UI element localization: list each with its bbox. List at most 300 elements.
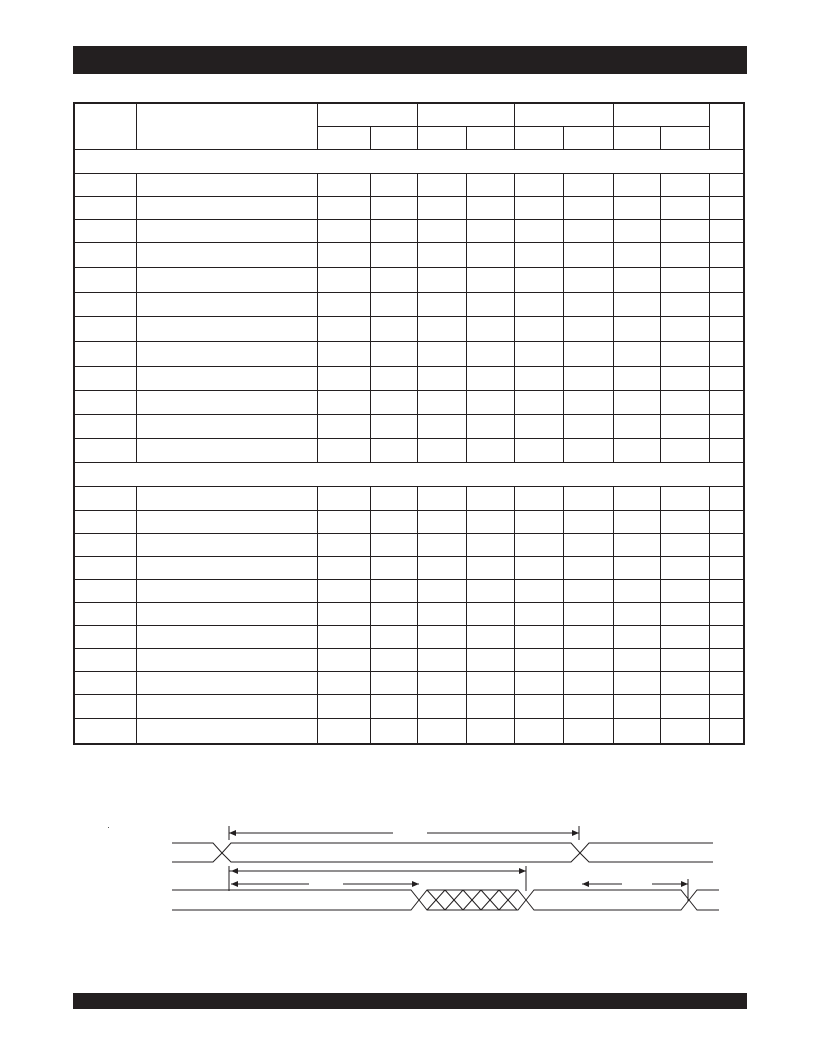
table-cell [318, 342, 371, 367]
table-cell [137, 672, 318, 695]
table-cell [564, 220, 614, 243]
table-cell [75, 317, 137, 342]
table-cell [467, 342, 515, 367]
table-cell [564, 719, 614, 744]
table-cell [467, 367, 515, 391]
table-cell [515, 603, 564, 626]
table-cell [515, 220, 564, 243]
table-cell [661, 220, 710, 243]
table-cell [418, 391, 467, 415]
table-cell [661, 317, 710, 342]
table-cell [418, 603, 467, 626]
table-cell [418, 487, 467, 511]
table-cell [318, 439, 371, 463]
table-cell [75, 367, 137, 391]
table-cell [614, 220, 661, 243]
table-cell [318, 293, 371, 317]
table-cell [371, 268, 418, 293]
table-cell [515, 626, 564, 649]
table-cell [418, 342, 467, 367]
table-cell [418, 511, 467, 534]
table-cell [318, 557, 371, 580]
table-cell [710, 439, 744, 463]
table-cell [418, 243, 467, 268]
table-cell [467, 580, 515, 603]
subheader-cell [467, 127, 515, 150]
table-cell [371, 672, 418, 695]
table-cell [137, 695, 318, 719]
middle-timing-arrow [229, 866, 526, 891]
table-cell [137, 197, 318, 220]
table-cell [710, 487, 744, 511]
table-cell [515, 557, 564, 580]
upper-signal-waveform [172, 843, 713, 862]
table-cell [661, 626, 710, 649]
table-cell [614, 243, 661, 268]
table-cell [661, 719, 710, 744]
table-cell [75, 342, 137, 367]
arrowhead [572, 830, 579, 836]
table-cell [75, 487, 137, 511]
table-cell [515, 580, 564, 603]
table-cell [371, 415, 418, 439]
table-cell [564, 672, 614, 695]
table-cell [564, 243, 614, 268]
table-cell [318, 719, 371, 744]
table-cell [318, 174, 371, 197]
table-row [75, 243, 744, 268]
table-row [75, 439, 744, 463]
table-cell [564, 293, 614, 317]
subheader-cell [564, 127, 614, 150]
table-cell [318, 268, 371, 293]
table-cell [515, 534, 564, 557]
section-cell [75, 150, 744, 174]
table-cell [710, 243, 744, 268]
table-cell [371, 557, 418, 580]
table-cell [710, 293, 744, 317]
table-cell [515, 197, 564, 220]
table-cell [137, 626, 318, 649]
lower-signal-waveform [172, 890, 719, 910]
upper-timing-arrow [229, 826, 579, 840]
table-row [75, 511, 744, 534]
table-cell [318, 487, 371, 511]
table-cell [75, 695, 137, 719]
table-row [75, 391, 744, 415]
header-cell [75, 104, 137, 150]
table-cell [661, 649, 710, 672]
table-cell [371, 695, 418, 719]
table-cell [710, 534, 744, 557]
arrowhead [231, 881, 238, 887]
table-cell [75, 439, 137, 463]
table-cell [371, 649, 418, 672]
table-cell [371, 439, 418, 463]
table-cell [564, 197, 614, 220]
table-cell [418, 367, 467, 391]
section-row [75, 463, 744, 487]
table-cell [564, 268, 614, 293]
table-cell [371, 719, 418, 744]
table-cell [661, 580, 710, 603]
table-cell [137, 557, 318, 580]
table-cell [661, 268, 710, 293]
table-row [75, 487, 744, 511]
table-cell [137, 293, 318, 317]
table-cell [418, 557, 467, 580]
table-cell [467, 439, 515, 463]
table-header-row [75, 104, 744, 127]
table-row [75, 672, 744, 695]
table-cell [137, 243, 318, 268]
table-cell [318, 243, 371, 268]
table-cell [137, 439, 318, 463]
table-cell [564, 317, 614, 342]
table-cell [564, 580, 614, 603]
table-cell [515, 487, 564, 511]
table-cell [75, 415, 137, 439]
table-cell [318, 220, 371, 243]
table-cell [710, 719, 744, 744]
table-cell [137, 649, 318, 672]
table-cell [75, 719, 137, 744]
table-cell [614, 649, 661, 672]
table-cell [710, 367, 744, 391]
table-cell [137, 603, 318, 626]
table-row [75, 220, 744, 243]
table-cell [564, 649, 614, 672]
subheader-cell [515, 127, 564, 150]
table-cell [418, 626, 467, 649]
table-cell [318, 511, 371, 534]
table-cell [515, 391, 564, 415]
table-cell [75, 603, 137, 626]
table-cell [515, 268, 564, 293]
section-cell [75, 463, 744, 487]
table-cell [137, 268, 318, 293]
table-cell [418, 719, 467, 744]
table-cell [137, 534, 318, 557]
table-cell [371, 197, 418, 220]
table-cell [515, 415, 564, 439]
table-cell [137, 487, 318, 511]
table-cell [564, 534, 614, 557]
table-cell [661, 391, 710, 415]
table-cell [614, 719, 661, 744]
table-cell [371, 580, 418, 603]
table-cell [710, 197, 744, 220]
table-cell [564, 342, 614, 367]
table-cell [418, 672, 467, 695]
table-cell [564, 511, 614, 534]
section-row [75, 150, 744, 174]
table-cell [467, 557, 515, 580]
table-cell [515, 293, 564, 317]
table-cell [564, 367, 614, 391]
table-cell [467, 603, 515, 626]
table-cell [75, 220, 137, 243]
table-cell [661, 174, 710, 197]
header-group-cell [318, 104, 418, 127]
table-cell [614, 603, 661, 626]
table-cell [564, 415, 614, 439]
table-row [75, 649, 744, 672]
header-group-cell [614, 104, 710, 127]
table-cell [614, 695, 661, 719]
table-cell [137, 415, 318, 439]
table-cell [75, 268, 137, 293]
table-row [75, 317, 744, 342]
subheader-cell [371, 127, 418, 150]
table-cell [418, 580, 467, 603]
table-cell [137, 220, 318, 243]
table-cell [661, 415, 710, 439]
table-cell [418, 534, 467, 557]
subheader-cell [318, 127, 371, 150]
table-row [75, 342, 744, 367]
table-cell [614, 439, 661, 463]
table-cell [318, 367, 371, 391]
table-cell [137, 580, 318, 603]
arrowhead [412, 881, 419, 887]
table-cell [661, 243, 710, 268]
table-cell [318, 603, 371, 626]
table-cell [564, 695, 614, 719]
table-cell [661, 557, 710, 580]
table-row [75, 719, 744, 744]
table-cell [318, 672, 371, 695]
header-cell [137, 104, 318, 150]
table-cell [467, 719, 515, 744]
table-cell [318, 534, 371, 557]
table-cell [467, 243, 515, 268]
timing-diagram [0, 800, 816, 940]
table-cell [614, 293, 661, 317]
table-cell [75, 197, 137, 220]
table-cell [75, 243, 137, 268]
table-cell [318, 197, 371, 220]
table-cell [564, 439, 614, 463]
table-cell [564, 174, 614, 197]
table-row [75, 367, 744, 391]
table-cell [318, 391, 371, 415]
table-cell [515, 511, 564, 534]
table-cell [371, 391, 418, 415]
table-cell [710, 511, 744, 534]
table-cell [418, 695, 467, 719]
table-cell [614, 197, 661, 220]
table-cell [371, 487, 418, 511]
table-cell [710, 415, 744, 439]
table-cell [75, 649, 137, 672]
table-cell [418, 220, 467, 243]
table-cell [515, 719, 564, 744]
table-cell [661, 695, 710, 719]
table-cell [371, 342, 418, 367]
table-cell [371, 626, 418, 649]
table-row [75, 293, 744, 317]
table-cell [515, 243, 564, 268]
table-cell [467, 220, 515, 243]
table-cell [564, 603, 614, 626]
table-cell [614, 487, 661, 511]
table-cell [614, 672, 661, 695]
table-cell [614, 268, 661, 293]
table-cell [710, 557, 744, 580]
footer-bar [73, 993, 747, 1009]
table-cell [564, 626, 614, 649]
table-cell [371, 603, 418, 626]
table-cell [318, 317, 371, 342]
table-cell [661, 293, 710, 317]
table-cell [661, 197, 710, 220]
table-cell [710, 626, 744, 649]
table-cell [710, 649, 744, 672]
table-cell [661, 342, 710, 367]
table-cell [515, 672, 564, 695]
table-cell [515, 174, 564, 197]
table-cell [137, 719, 318, 744]
header-group-cell [418, 104, 515, 127]
table-cell [661, 367, 710, 391]
arrowhead [582, 881, 589, 887]
arrowhead [519, 868, 526, 874]
table-cell [710, 174, 744, 197]
table-row [75, 268, 744, 293]
header-bar [73, 46, 747, 74]
table-cell [661, 439, 710, 463]
table-cell [418, 174, 467, 197]
table-row [75, 695, 744, 719]
header-cell [710, 104, 744, 150]
table-cell [418, 197, 467, 220]
table-cell [467, 415, 515, 439]
table-cell [614, 342, 661, 367]
table-cell [614, 367, 661, 391]
table-cell [418, 439, 467, 463]
table-cell [661, 511, 710, 534]
table-cell [467, 649, 515, 672]
table-cell [318, 626, 371, 649]
table-cell [661, 534, 710, 557]
table-cell [137, 317, 318, 342]
table-row [75, 580, 744, 603]
table-cell [467, 672, 515, 695]
table-cell [418, 317, 467, 342]
table-cell [137, 391, 318, 415]
table-cell [614, 557, 661, 580]
spec-table [74, 103, 744, 744]
table-cell [467, 197, 515, 220]
table-cell [614, 534, 661, 557]
table-cell [515, 439, 564, 463]
table-cell [318, 415, 371, 439]
table-cell [371, 243, 418, 268]
table-cell [371, 511, 418, 534]
table-cell [710, 695, 744, 719]
table-cell [137, 174, 318, 197]
table-cell [710, 342, 744, 367]
table-cell [318, 695, 371, 719]
table-cell [467, 511, 515, 534]
table-cell [614, 580, 661, 603]
table-cell [467, 391, 515, 415]
header-group-cell [515, 104, 614, 127]
table-cell [418, 268, 467, 293]
table-cell [710, 672, 744, 695]
arrowhead [231, 868, 238, 874]
table-row [75, 557, 744, 580]
table-row [75, 626, 744, 649]
table-cell [515, 367, 564, 391]
table-cell [75, 557, 137, 580]
table-cell [418, 293, 467, 317]
table-cell [75, 672, 137, 695]
table-cell [371, 220, 418, 243]
table-cell [564, 487, 614, 511]
table-cell [467, 695, 515, 719]
table-cell [75, 580, 137, 603]
table-row [75, 197, 744, 220]
table-cell [318, 580, 371, 603]
table-cell [467, 487, 515, 511]
table-cell [564, 557, 614, 580]
table-cell [564, 391, 614, 415]
table-cell [75, 293, 137, 317]
table-cell [614, 626, 661, 649]
table-cell [467, 293, 515, 317]
table-cell [661, 672, 710, 695]
table-cell [710, 391, 744, 415]
table-cell [614, 511, 661, 534]
table-cell [710, 220, 744, 243]
table-cell [467, 174, 515, 197]
table-cell [75, 534, 137, 557]
table-row [75, 603, 744, 626]
table-cell [515, 317, 564, 342]
table-row [75, 534, 744, 557]
table-cell [710, 268, 744, 293]
table-cell [515, 695, 564, 719]
table-cell [371, 293, 418, 317]
table-cell [137, 511, 318, 534]
table-row [75, 415, 744, 439]
table-cell [371, 317, 418, 342]
table-cell [75, 174, 137, 197]
table-cell [318, 649, 371, 672]
table-cell [710, 317, 744, 342]
table-cell [661, 603, 710, 626]
table-cell [614, 317, 661, 342]
table-cell [371, 174, 418, 197]
subheader-cell [614, 127, 661, 150]
table-cell [75, 626, 137, 649]
table-cell [515, 342, 564, 367]
table-cell [75, 391, 137, 415]
subheader-cell [418, 127, 467, 150]
table-cell [467, 317, 515, 342]
table-cell [137, 367, 318, 391]
table-cell [614, 391, 661, 415]
table-cell [418, 415, 467, 439]
arrowhead [229, 830, 236, 836]
subheader-cell [661, 127, 710, 150]
table-cell [137, 342, 318, 367]
table-cell [614, 174, 661, 197]
table-cell [467, 534, 515, 557]
table-cell [710, 603, 744, 626]
